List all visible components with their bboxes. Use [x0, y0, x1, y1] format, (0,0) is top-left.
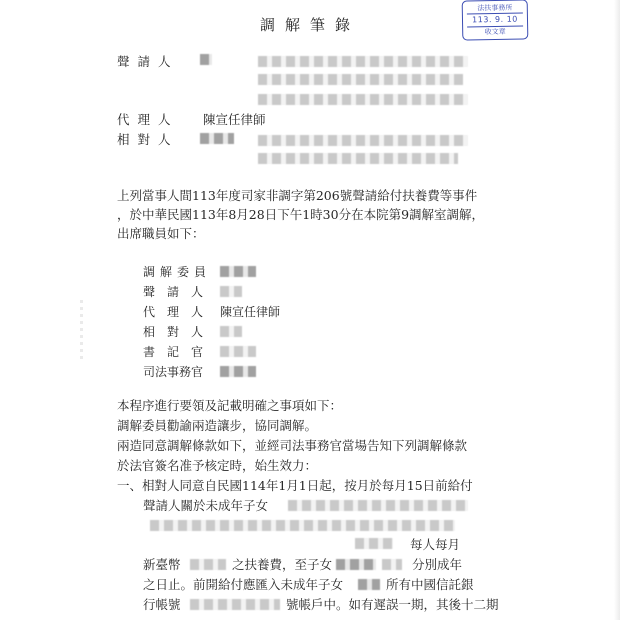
received-stamp: [462, 0, 529, 41]
procedure-line-2: 調解委員勸諭兩造讓步，協同調解。: [117, 418, 318, 433]
term-1-line-2: 聲請人關於未成年子女: [143, 498, 269, 513]
procedure-line-1: 本程序進行要領及記載明確之事項如下：: [117, 398, 343, 413]
redacted-amount-row: [355, 538, 393, 549]
procedure-line-4: 於法官簽名准予核定時，始生效力：: [117, 458, 318, 473]
document-title: 調解筆錄: [259, 16, 360, 34]
party-value-agent: 陳宣任律師: [203, 112, 266, 127]
redacted-account-number: [190, 599, 280, 610]
staff-label-mediator: 調解委員: [143, 265, 212, 279]
redacted-respondent-address: [258, 153, 458, 164]
term-1-line-1: 一、相對人同意自民國114年1月1日起，按月於每月15日前給付: [117, 478, 473, 493]
redacted-respondent-name: [200, 133, 234, 144]
redacted-applicant-address: [258, 74, 463, 85]
procedure-line-3: 兩造同意調解條款如下，並經司法事務官當場告知下列調解條款: [117, 438, 468, 453]
redacted-child-name-2: [382, 559, 402, 570]
redacted-staff-respondent: [220, 326, 242, 337]
term-1-line-3-end: 每人每月: [410, 537, 461, 552]
term-1-line-4-c: 分別成年: [412, 557, 463, 572]
redacted-applicant-name: [200, 54, 212, 65]
redacted-child-name-3: [358, 579, 380, 590]
redacted-mediator-name: [220, 266, 256, 277]
redacted-child-name: [336, 559, 376, 570]
redacted-applicant-id: [258, 56, 468, 67]
page-edge-shadow: [614, 0, 620, 620]
stamp-date: 113. 9. 10: [467, 13, 523, 28]
intro-line-2: ，於中華民國113年8月28日下午1時30分在本院第9調解室調解，: [117, 207, 485, 222]
intro-line-3: 出席職員如下：: [117, 226, 205, 241]
redacted-applicant-address-2: [258, 94, 468, 105]
party-label-agent: 代理人: [117, 112, 179, 127]
term-1-line-6-b: 號帳戶中。如有遲誤一期，其後十二期: [286, 597, 499, 612]
redacted-staff-applicant: [220, 286, 242, 297]
redacted-judicial-officer-name: [220, 366, 256, 377]
redacted-children-details: [150, 520, 455, 531]
term-1-line-5-b: 所有中國信託銀: [386, 577, 474, 592]
term-1-line-5-a: 之日止。前開給付應匯入未成年子女: [143, 577, 344, 592]
stamp-label: 收文章: [484, 27, 506, 37]
term-1-line-4-a: 新臺幣: [143, 557, 181, 572]
staff-value-agent: 陳宣任律師: [220, 305, 281, 319]
stamp-office: 法扶事務所: [477, 3, 513, 13]
staff-label-applicant: 聲請人: [143, 285, 216, 299]
redacted-respondent-id: [258, 135, 468, 146]
margin-mark: [80, 300, 83, 360]
party-label-respondent: 相對人: [117, 132, 179, 147]
staff-label-agent: 代理人: [143, 305, 216, 319]
staff-label-judicial-officer: 司法事務官: [143, 365, 204, 379]
redacted-amount: [190, 559, 226, 570]
staff-label-respondent: 相對人: [143, 325, 216, 339]
term-1-line-6-a: 行帳號: [143, 597, 181, 612]
staff-label-clerk: 書記官: [143, 345, 216, 359]
redacted-clerk-name: [220, 346, 256, 357]
redacted-children-names: [288, 500, 468, 511]
intro-line-1: 上列當事人間113年度司家非調字第206號聲請給付扶養費等事件: [117, 188, 478, 203]
party-label-applicant: 聲請人: [117, 54, 179, 69]
term-1-line-4-b: 之扶養費，至子女: [232, 557, 333, 572]
